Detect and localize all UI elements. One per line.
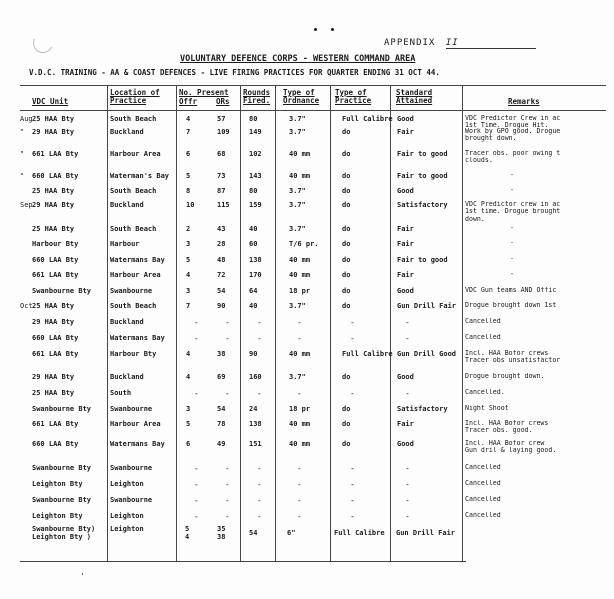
location-cell: South Beach xyxy=(110,115,157,123)
location-cell: Harbour Area xyxy=(110,150,161,158)
remarks-cell: Drogue brought down 1st xyxy=(465,302,557,309)
rounds-cell: - xyxy=(257,480,262,489)
unit-cell: Harbour Bty xyxy=(32,240,79,248)
standard-cell: Fair to good xyxy=(397,256,448,264)
column-divider xyxy=(107,85,108,561)
practice-cell: do xyxy=(342,128,351,136)
location-cell: South xyxy=(110,389,132,397)
ors-cell: 49 xyxy=(217,440,226,448)
remarks-cell: - xyxy=(510,187,514,194)
col-location-header: Location of Practice xyxy=(110,88,160,105)
margin-month-mark: " xyxy=(20,172,25,180)
unit-cell: 29 HAA Bty xyxy=(32,128,75,136)
ors-cell: 48 xyxy=(217,256,226,264)
location-cell: Watermans Bay xyxy=(110,256,165,264)
rounds-cell: 149 xyxy=(249,128,262,136)
rounds-cell: 160 xyxy=(249,373,262,381)
practice-cell: do xyxy=(342,440,351,448)
practice-cell: Full Calibre xyxy=(342,350,393,358)
standard-cell: Fair xyxy=(397,240,414,248)
col-ors-header: ORs xyxy=(216,97,230,106)
location-cell: South Beach xyxy=(110,302,157,310)
offr-cell: 4 xyxy=(186,271,191,279)
remarks-cell: Tracer obs. good. xyxy=(465,427,533,435)
remarks-cell: Cancelled xyxy=(465,464,501,471)
rounds-cell: - xyxy=(257,334,262,343)
location-cell: South Beach xyxy=(110,225,157,233)
rounds-cell: 60 xyxy=(249,240,258,248)
ors-cell: 68 xyxy=(217,150,226,158)
rounds-cell: 40 xyxy=(249,302,258,310)
practice-cell: Full Calibre xyxy=(334,529,385,537)
offr-cell: - xyxy=(194,512,199,521)
rounds-cell: 102 xyxy=(249,150,262,158)
col-standard-header: Standard Attained xyxy=(396,88,433,105)
practice-cell: do xyxy=(342,256,351,264)
ordnance-cell: - xyxy=(297,512,302,521)
unit-cell: Swanbourne Bty xyxy=(32,287,92,295)
col-remarks-header: Remarks xyxy=(508,97,540,106)
standard-cell: - xyxy=(405,318,410,327)
practice-cell: - xyxy=(350,464,355,473)
rounds-cell: - xyxy=(257,464,262,473)
offr-cell: 2 xyxy=(186,225,191,233)
practice-cell: do xyxy=(342,201,351,209)
unit-cell: 660 LAA Bty xyxy=(32,172,79,180)
unit-cell: 25 HAA Bty xyxy=(32,225,75,233)
footer-mark: ' xyxy=(80,572,85,581)
ink-dot xyxy=(331,28,334,31)
location-cell: Buckland xyxy=(110,318,144,326)
rounds-cell: 159 xyxy=(249,201,262,209)
ordnance-cell: - xyxy=(297,334,302,343)
unit-cell: Swanbourne Bty xyxy=(32,496,92,504)
location-cell: Harbour Area xyxy=(110,271,161,279)
appendix-number: II xyxy=(446,38,536,49)
ors-cell: 72 xyxy=(217,271,226,279)
practice-cell: - xyxy=(350,512,355,521)
standard-cell: Gun Drill Good xyxy=(397,350,457,358)
ordnance-cell: 18 pr xyxy=(289,287,311,295)
practice-cell: - xyxy=(350,334,355,343)
column-divider xyxy=(330,85,331,561)
margin-month-mark: Oct xyxy=(20,302,33,310)
practice-cell: do xyxy=(342,405,351,413)
location-cell: Swanbourne xyxy=(110,287,153,295)
location-cell: Buckland xyxy=(110,373,144,381)
ordnance-cell: 3.7" xyxy=(289,115,306,123)
ors-cell: - xyxy=(225,512,230,521)
location-cell: Watermans Bay xyxy=(110,440,165,448)
practice-cell: do xyxy=(342,271,351,279)
standard-cell: Gun Drill Fair xyxy=(397,302,457,310)
practice-cell: do xyxy=(342,287,351,295)
ordnance-cell: 40 mm xyxy=(289,256,311,264)
remarks-cell: clouds. xyxy=(465,157,493,165)
ordnance-cell: 3.7" xyxy=(289,128,306,136)
unit-cell: Swanbourne Bty xyxy=(32,405,92,413)
rounds-cell: 80 xyxy=(249,187,258,195)
remarks-cell: Cancelled xyxy=(465,496,501,503)
offr-cell: 3 xyxy=(186,240,191,248)
ors-cell: 54 xyxy=(217,405,226,413)
remarks-cell: Tracer obs unsatisfactor xyxy=(465,357,561,365)
standard-cell: Satisfactory xyxy=(397,405,448,413)
unit-cell: Leighton Bty ) xyxy=(32,533,92,541)
offr-cell: - xyxy=(194,496,199,505)
column-divider xyxy=(240,85,241,561)
standard-cell: Good xyxy=(397,287,414,295)
location-cell: Waterman's Bay xyxy=(110,172,170,180)
remarks-cell: Cancelled. xyxy=(465,389,505,396)
standard-cell: Good xyxy=(397,187,414,195)
document-subtitle: V.D.C. TRAINING - AA & COAST DEFENCES - LIVE FIRING PRACTICES FOR QUARTER ENDING 31 OCT 44. xyxy=(29,68,440,77)
ors-cell: 73 xyxy=(217,172,226,180)
ors-cell: - xyxy=(225,496,230,505)
practice-cell: do xyxy=(342,187,351,195)
location-cell: Swanbourne xyxy=(110,496,153,504)
rounds-cell: 170 xyxy=(249,271,262,279)
ordnance-cell: 40 mm xyxy=(289,350,311,358)
unit-cell: 25 HAA Bty xyxy=(32,389,75,397)
unit-cell: 661 LAA Bty xyxy=(32,271,79,279)
ors-cell: 115 xyxy=(217,201,230,209)
remarks-cell: Incl. HAA Bofor crews xyxy=(465,420,549,427)
offr-cell: 4 xyxy=(186,350,191,358)
standard-cell: - xyxy=(405,480,410,489)
offr-cell: 8 xyxy=(186,187,191,195)
unit-cell: 25 HAA Bty xyxy=(32,115,75,123)
standard-cell: Good xyxy=(397,440,414,448)
remarks-cell: - xyxy=(510,256,514,263)
unit-cell: Swanbourne Bty) xyxy=(32,525,96,533)
practice-cell: do xyxy=(342,373,351,381)
ordnance-cell: 3.7" xyxy=(289,225,306,233)
location-cell: Swanbourne xyxy=(110,464,153,472)
standard-cell: - xyxy=(405,512,410,521)
standard-cell: Gun Drill Fair xyxy=(396,529,456,537)
standard-cell: Fair to good xyxy=(397,150,448,158)
remarks-cell: VDC Predictor Crew in ac xyxy=(465,115,561,122)
margin-month-mark: " xyxy=(20,128,25,136)
offr-cell: 4 xyxy=(186,115,191,123)
unit-cell: Swanbourne Bty xyxy=(32,464,92,472)
ordnance-cell: 3.7" xyxy=(289,373,306,381)
rounds-cell: 54 xyxy=(249,529,258,537)
location-cell: Leighton xyxy=(110,525,144,533)
unit-cell: 29 HAA Bty xyxy=(32,373,75,381)
ors-cell: 78 xyxy=(217,420,226,428)
rounds-cell: - xyxy=(257,496,262,505)
remarks-cell: down. xyxy=(465,215,485,223)
rounds-cell: 40 xyxy=(249,225,258,233)
ink-dot xyxy=(314,28,317,31)
practice-cell: do xyxy=(342,225,351,233)
ordnance-cell: - xyxy=(297,318,302,327)
ordnance-cell: 40 mm xyxy=(289,440,311,448)
offr-cell: - xyxy=(194,334,199,343)
ordnance-cell: - xyxy=(297,480,302,489)
table-bottom-rule xyxy=(20,561,466,562)
ordnance-cell: 6" xyxy=(287,529,296,537)
unit-cell: 29 HAA Bty xyxy=(32,201,75,209)
standard-cell: Fair xyxy=(397,225,414,233)
ordnance-cell: - xyxy=(297,464,302,473)
remarks-cell: Incl. HAA Bofor crew xyxy=(465,440,545,447)
margin-month-mark: " xyxy=(20,150,25,158)
rounds-cell: 138 xyxy=(249,420,262,428)
offr-cell: - xyxy=(194,389,199,398)
remarks-cell: Tracer obs. poor owing t xyxy=(465,150,561,157)
column-divider xyxy=(275,85,276,561)
rounds-cell: 90 xyxy=(249,350,258,358)
standard-cell: Satisfactory xyxy=(397,201,448,209)
unit-cell: 25 HAA Bty xyxy=(32,187,75,195)
rounds-cell: 64 xyxy=(249,287,258,295)
unit-cell: 661 LAA Bty xyxy=(32,420,79,428)
unit-cell: 660 LAA Bty xyxy=(32,334,79,342)
column-divider xyxy=(390,85,391,561)
ors-cell: 90 xyxy=(217,302,226,310)
ordnance-cell: - xyxy=(297,496,302,505)
ordnance-cell: - xyxy=(297,389,302,398)
ordnance-cell: 3.7" xyxy=(289,302,306,310)
unit-cell: 661 LAA Bty xyxy=(32,150,79,158)
offr-cell: 5 xyxy=(186,256,191,264)
ordnance-cell: 40 mm xyxy=(289,420,311,428)
standard-cell: Fair to good xyxy=(397,172,448,180)
remarks-cell: Cancelled xyxy=(465,480,501,487)
ors-cell: 38 xyxy=(217,350,226,358)
practice-cell: - xyxy=(350,496,355,505)
ors-cell: - xyxy=(225,480,230,489)
unit-cell: 29 HAA Bty xyxy=(32,318,75,326)
offr-cell: 6 xyxy=(186,440,191,448)
unit-cell: Leighton Bty xyxy=(32,480,83,488)
location-cell: Harbour Area xyxy=(110,420,161,428)
ordnance-cell: 18 pr xyxy=(289,405,311,413)
appendix-text: APPENDIX xyxy=(384,38,436,48)
offr-cell: 7 xyxy=(186,302,191,310)
practice-cell: do xyxy=(342,420,351,428)
rounds-cell: - xyxy=(257,389,262,398)
practice-cell: do xyxy=(342,150,351,158)
col-present-header: No. Present xyxy=(179,88,229,97)
col-rounds-header: Rounds Fired. xyxy=(243,88,271,105)
ordnance-cell: 40 mm xyxy=(289,172,311,180)
offr-cell: 6 xyxy=(186,150,191,158)
remarks-cell: Incl. HAA Bofor crews xyxy=(465,350,549,357)
column-divider xyxy=(462,85,463,561)
ordnance-cell: 40 mm xyxy=(289,150,311,158)
ors-cell: 54 xyxy=(217,287,226,295)
remarks-cell: Cancelled xyxy=(465,334,501,341)
margin-month-mark: Aug xyxy=(20,115,33,123)
location-cell: Leighton xyxy=(110,480,144,488)
offr-cell: 4 xyxy=(186,373,191,381)
ordnance-cell: 3.7" xyxy=(289,201,306,209)
location-cell: Harbour xyxy=(110,240,140,248)
location-cell: Buckland xyxy=(110,128,144,136)
ors-cell: - xyxy=(225,318,230,327)
location-cell: Buckland xyxy=(110,201,144,209)
offr-cell: - xyxy=(194,480,199,489)
ors-cell: 109 xyxy=(217,128,230,136)
col-practice-header: Type of Practice xyxy=(335,88,372,105)
ors-cell: 38 xyxy=(217,533,226,541)
practice-cell: do xyxy=(342,172,351,180)
appendix-label xyxy=(384,38,536,49)
standard-cell: Fair xyxy=(397,128,414,136)
col-unit-header: VDC Unit xyxy=(32,97,69,106)
unit-cell: 660 LAA Bty xyxy=(32,256,79,264)
remarks-cell: Work by GPO good. Drogue xyxy=(465,128,561,135)
location-cell: South Beach xyxy=(110,187,157,195)
ordnance-cell: 40 mm xyxy=(289,271,311,279)
remarks-cell: 1st time. Drogue brought xyxy=(465,208,561,216)
offr-cell: 3 xyxy=(186,287,191,295)
standard-cell: - xyxy=(405,496,410,505)
location-cell: Harbour Bty xyxy=(110,350,157,358)
rounds-cell: - xyxy=(257,318,262,327)
col-ordnance-header: Type of Ordnance xyxy=(283,88,320,105)
practice-cell: - xyxy=(350,480,355,489)
remarks-cell: Night Shoot xyxy=(465,405,509,412)
remarks-cell: VDC Predictor crew in ac xyxy=(465,201,561,208)
ors-cell: 87 xyxy=(217,187,226,195)
rounds-cell: - xyxy=(257,512,262,521)
ors-cell: 35 xyxy=(217,525,226,533)
offr-cell: 4 xyxy=(185,533,190,541)
rounds-cell: 24 xyxy=(249,405,258,413)
remarks-cell: Gun dril & laying good. xyxy=(465,447,557,455)
margin-month-mark: Sep xyxy=(20,201,33,209)
offr-cell: 7 xyxy=(186,128,191,136)
ors-cell: 57 xyxy=(217,115,226,123)
remarks-cell: - xyxy=(510,225,514,232)
location-cell: Leighton xyxy=(110,512,144,520)
ordnance-cell: 3.7" xyxy=(289,187,306,195)
ors-cell: 43 xyxy=(217,225,226,233)
ors-cell: 28 xyxy=(217,240,226,248)
practice-cell: - xyxy=(350,389,355,398)
punch-hole xyxy=(30,30,56,56)
remarks-cell: Cancelled xyxy=(465,318,501,325)
practice-cell: - xyxy=(350,318,355,327)
remarks-cell: Cancelled xyxy=(465,512,501,519)
practice-cell: do xyxy=(342,302,351,310)
offr-cell: 10 xyxy=(186,201,195,209)
rounds-cell: 80 xyxy=(249,115,258,123)
remarks-cell: Drogue brought down. xyxy=(465,373,545,380)
rounds-cell: 138 xyxy=(249,256,262,264)
standard-cell: - xyxy=(405,464,410,473)
location-cell: Watermans Bay xyxy=(110,334,165,342)
remarks-cell: 1st Time. Drogue Hit. xyxy=(465,122,549,130)
ors-cell: 69 xyxy=(217,373,226,381)
rounds-cell: 151 xyxy=(249,440,262,448)
standard-cell: Fair xyxy=(397,271,414,279)
unit-cell: 25 HAA Bty xyxy=(32,302,75,310)
remarks-cell: - xyxy=(510,271,514,278)
practice-cell: do xyxy=(342,240,351,248)
standard-cell: Fair xyxy=(397,420,414,428)
offr-cell: 5 xyxy=(186,420,191,428)
offr-cell: 5 xyxy=(186,172,191,180)
unit-cell: 660 LAA Bty xyxy=(32,440,79,448)
practice-cell: Full Calibre xyxy=(342,115,393,123)
remarks-cell: - xyxy=(510,240,514,247)
rounds-cell: 143 xyxy=(249,172,262,180)
ors-cell: - xyxy=(225,334,230,343)
standard-cell: - xyxy=(405,334,410,343)
offr-cell: - xyxy=(194,318,199,327)
unit-cell: 661 LAA Bty xyxy=(32,350,79,358)
col-offr-header: Offr xyxy=(179,97,198,106)
standard-cell: Good xyxy=(397,115,414,123)
column-divider xyxy=(176,85,177,561)
document-title: VOLUNTARY DEFENCE CORPS - WESTERN COMMAND AREA xyxy=(180,54,416,64)
offr-cell: 3 xyxy=(186,405,191,413)
unit-cell: Leighton Bty xyxy=(32,512,83,520)
remarks-cell: VDC Gun teams AND Offic xyxy=(465,287,557,294)
remarks-cell: brought down. xyxy=(465,135,517,143)
ordnance-cell: T/6 pr. xyxy=(289,240,319,248)
remarks-cell: - xyxy=(510,172,514,179)
standard-cell: Good xyxy=(397,373,414,381)
offr-cell: 5 xyxy=(185,525,190,533)
ors-cell: - xyxy=(225,464,230,473)
standard-cell: - xyxy=(405,389,410,398)
offr-cell: - xyxy=(194,464,199,473)
ors-cell: - xyxy=(225,389,230,398)
location-cell: Swanbourne xyxy=(110,405,153,413)
